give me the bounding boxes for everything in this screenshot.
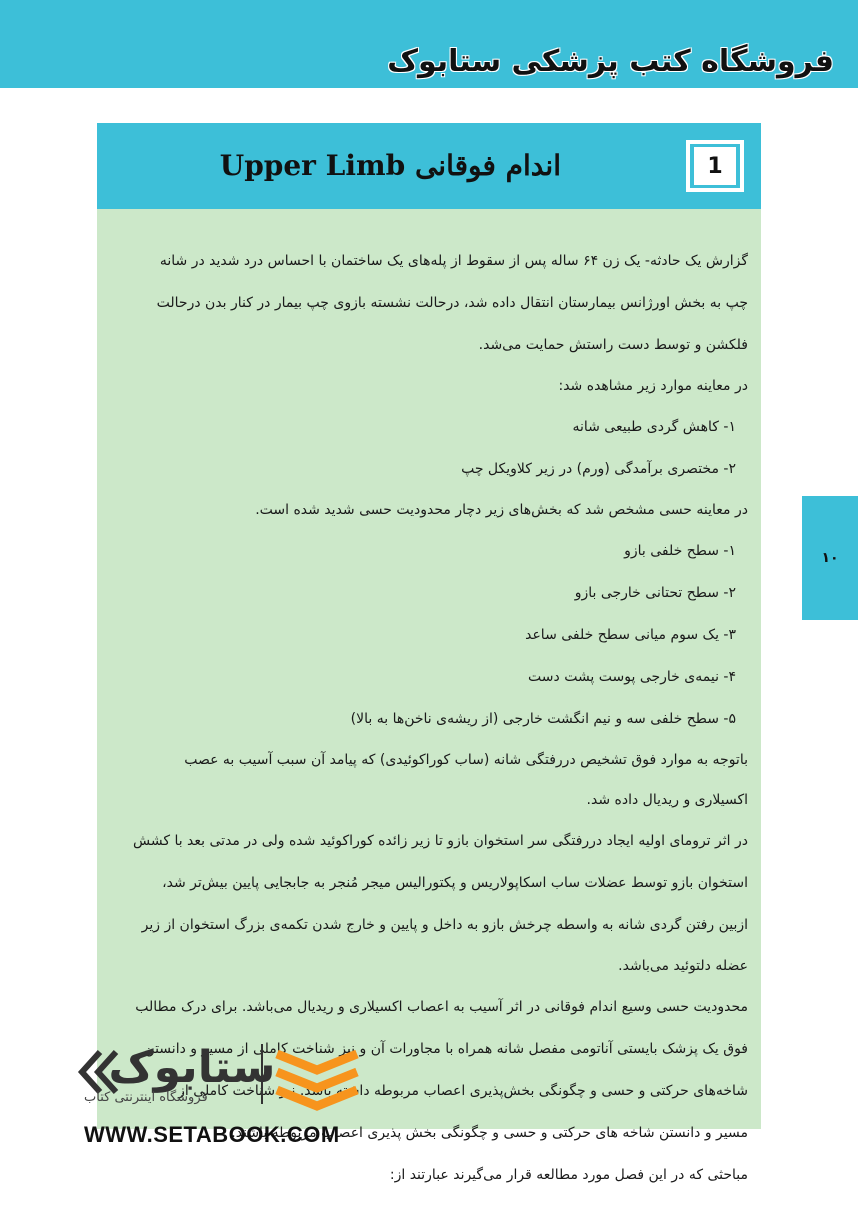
page-number-tab [802, 496, 858, 620]
logo-tagline: فروشگاه اینترنتی کتاب [84, 1090, 208, 1105]
chapter-number: 1 [694, 147, 736, 185]
body-line: عضله دلتوئید می‌باشد. [618, 958, 748, 974]
website-url: WWW.SETABOOK.COM [84, 1122, 340, 1147]
body-line: فوق یک پزشک بایستی آناتومی مفصل شانه همراه با مجاورات آن و نیز شناخت کاملی از مسیر و دانستن [144, 1041, 748, 1057]
sensory-item: ۳- یک سوم میانی سطح خلفی ساعد [525, 627, 736, 643]
chapter-header [97, 123, 761, 209]
chapter-number-box [686, 140, 744, 192]
book-stack-icon [277, 1054, 357, 1106]
body-line: اکسیلاری و ریدیال داده شد. [586, 792, 748, 808]
body-line: در اثر ترومای اولیه ایجاد دررفتگی سر استخوان بازو تا زیر زائده کوراکوئید شده ولی در مدتی بعد با کشش [132, 833, 748, 849]
store-title: فروشگاه کتب پزشکی ستابوک [387, 44, 834, 79]
body-line: مسیر و دانستن شاخه های حرکتی و حسی و چگونگی بخش پذیری اعصاب مربوطه باشند. [231, 1125, 748, 1141]
sensory-item: ۵- سطح خلفی سه و نیم انگشت خارجی (از ریشه‌ی ناخن‌ها به بالا) [350, 711, 736, 727]
body-line: باتوجه به موارد فوق تشخیص دررفتگی شانه (ساب کوراکوئیدی) که پیامد آن سبب آسیب به عصب [184, 752, 748, 768]
body-line: چپ به بخش اورژانس بیمارستان انتقال داده شد، درحالت نشسته بازوی چپ بیمار در کنار بدن درحالت [156, 295, 748, 311]
body-line: ازبین رفتن گردی شانه به واسطه چرخش بازو به داخل و پایین و خارج شدن تکمه‌ی بزرگ استخوان از زیر [141, 917, 748, 933]
chapter-title [220, 149, 561, 182]
chapter-title-en: Upper Limb [219, 149, 406, 182]
sensory-item: ۲- سطح تحتانی خارجی بازو [574, 585, 736, 601]
body-line: شاخه‌های حرکتی و حسی و چگونگی بخش‌پذیری اعصاب مربوطه داشته باشد. نیز شناخت کاملی از [178, 1083, 748, 1099]
body-line: فلکشن و توسط دست راستش حمایت می‌شد. [478, 337, 748, 353]
exam-item: ۱- کاهش گردی طبیعی شانه [572, 419, 736, 435]
sensory-intro: در معاینه حسی مشخص شد که بخش‌های زیر دچار محدودیت حسی شدید شده است. [255, 502, 748, 518]
body-line: محدودیت حسی وسیع اندام فوقانی در اثر آسیب به اعصاب اکسیلاری و ریدیال می‌باشد. برای درک مطالب [135, 999, 748, 1015]
sensory-item: ۴- نیمه‌ی خارجی پوست پشت دست [528, 669, 736, 685]
page-number: ۱۰ [821, 550, 839, 566]
top-banner [0, 0, 858, 88]
sensory-item: ۱- سطح خلفی بازو [624, 543, 736, 559]
exam-intro: در معاینه موارد زیر مشاهده شد: [558, 378, 748, 394]
exam-item: ۲- مختصری برآمدگی (ورم) در زیر کلاویکل چپ [461, 461, 736, 477]
body-line: استخوان بازو توسط عضلات ساب اسکاپولاریس و پکتورالیس میجر مُنجر به جابجایی پایین بیش‌تر شد، [162, 875, 748, 891]
body-line: گزارش یک حادثه- یک زن ۶۴ ساله پس از سقوط از پله‌های یک ساختمان با احساس درد شدید در شانه [159, 253, 748, 269]
chapter-title-fa: اندام فوقانی [414, 149, 561, 182]
logo-brand: ستابوک [108, 1042, 276, 1093]
body-line: مباحثی که در این فصل مورد مطالعه قرار می‌گیرند عبارتند از: [389, 1167, 748, 1183]
